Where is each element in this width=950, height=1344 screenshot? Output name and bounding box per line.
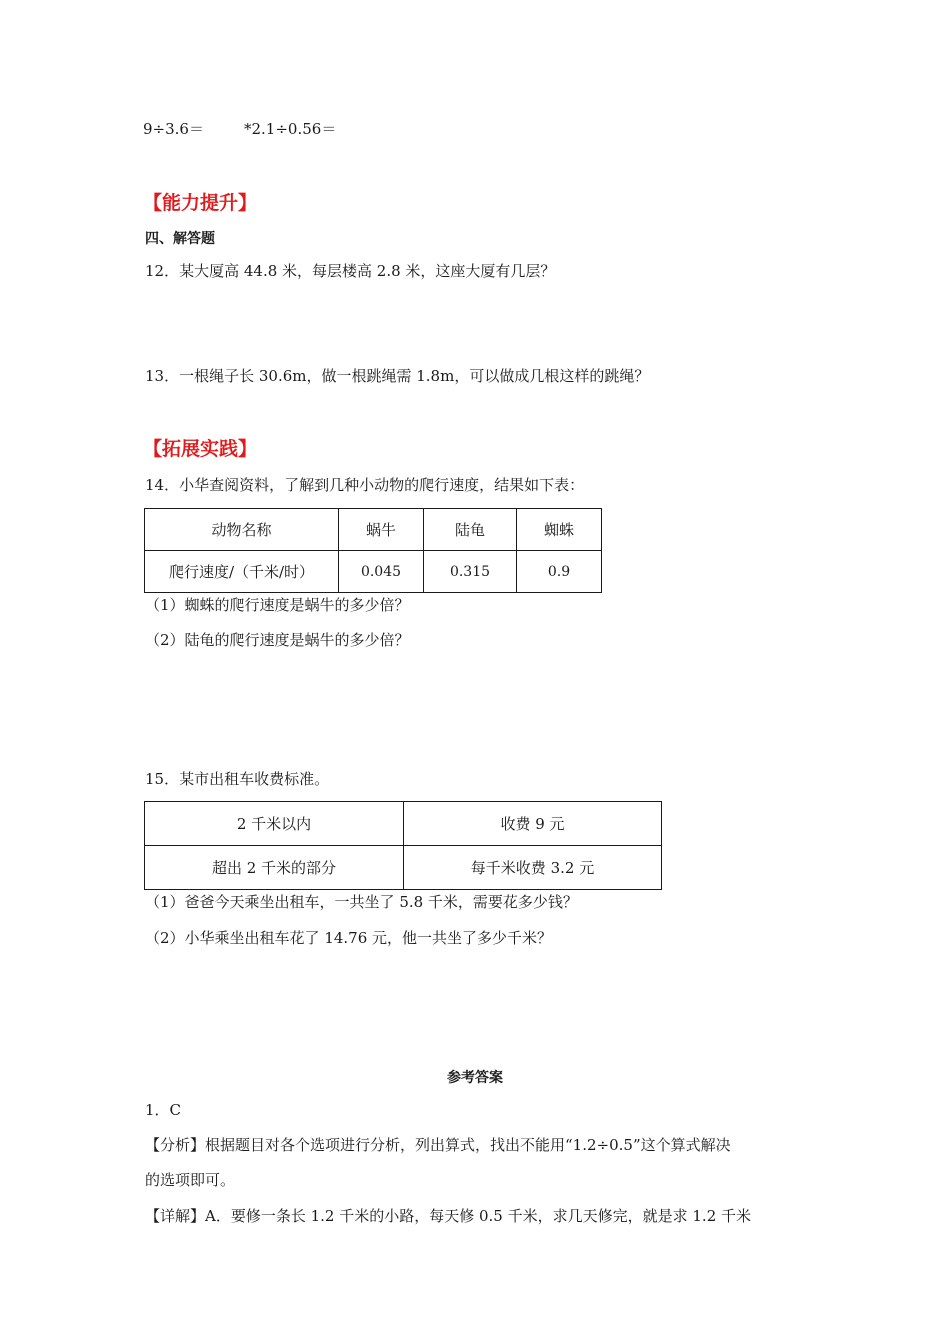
table-cell: 0.9 — [517, 551, 602, 593]
question-14-sub-1: （1）蜘蛛的爬行速度是蜗牛的多少倍？ — [145, 596, 410, 614]
table-header-cell: 陆龟 — [424, 509, 517, 551]
calc-item-1: 9÷3.6＝ — [143, 120, 204, 138]
table-cell: 0.315 — [424, 551, 517, 593]
table-cell: 0.045 — [339, 551, 424, 593]
calc-item-2: *2.1÷0.56＝ — [244, 120, 337, 138]
table-row — [145, 802, 662, 846]
table-header-cell: 蜘蛛 — [517, 509, 602, 551]
answer-1: 1．C — [145, 1101, 182, 1119]
animal-speed-table — [144, 508, 602, 593]
question-12: 12．某大厦高 44.8 米，每层楼高 2.8 米，这座大厦有几层？ — [145, 262, 556, 280]
answer-1-detail: 【详解】A．要修一条长 1.2 千米的小路，每天修 0.5 千米，求几天修完，就是求 1.2 千米 — [145, 1207, 752, 1225]
table-cell: 超出 2 千米的部分 — [145, 846, 404, 890]
table-cell: 收费 9 元 — [404, 802, 662, 846]
table-cell: 每千米收费 3.2 元 — [404, 846, 662, 890]
part-title-answer-questions: 四、解答题 — [145, 231, 215, 247]
question-15-sub-2: （2）小华乘坐出租车花了 14.76 元，他一共坐了多少千米？ — [145, 929, 553, 947]
question-14-stem: 14．小华查阅资料，了解到几种小动物的爬行速度，结果如下表： — [145, 476, 585, 494]
table-cell: 2 千米以内 — [145, 802, 404, 846]
question-14-sub-2: （2）陆龟的爬行速度是蜗牛的多少倍？ — [145, 631, 410, 649]
table-header-cell: 动物名称 — [145, 509, 339, 551]
table-cell: 爬行速度/（千米/时） — [145, 551, 339, 593]
table-row — [145, 509, 602, 551]
question-15-stem: 15．某市出租车收费标准。 — [145, 770, 330, 788]
section-title-ability: 【能力提升】 — [143, 192, 258, 214]
table-header-cell: 蜗牛 — [339, 509, 424, 551]
answer-1-analysis-line-1: 【分析】根据题目对各个选项进行分析，列出算式，找出不能用“1.2÷0.5”这个算式解决 — [145, 1136, 731, 1154]
question-15-sub-1: （1）爸爸今天乘坐出租车，一共坐了 5.8 千米，需要花多少钱？ — [145, 893, 578, 911]
section-title-extend: 【拓展实践】 — [143, 438, 258, 460]
answers-title: 参考答案 — [447, 1070, 503, 1086]
answer-1-analysis-line-2: 的选项即可。 — [145, 1171, 236, 1189]
table-row — [145, 551, 602, 593]
question-13: 13．一根绳子长 30.6m，做一根跳绳需 1.8m，可以做成几根这样的跳绳？ — [145, 367, 650, 385]
table-row — [145, 846, 662, 890]
taxi-fare-table — [144, 801, 662, 890]
